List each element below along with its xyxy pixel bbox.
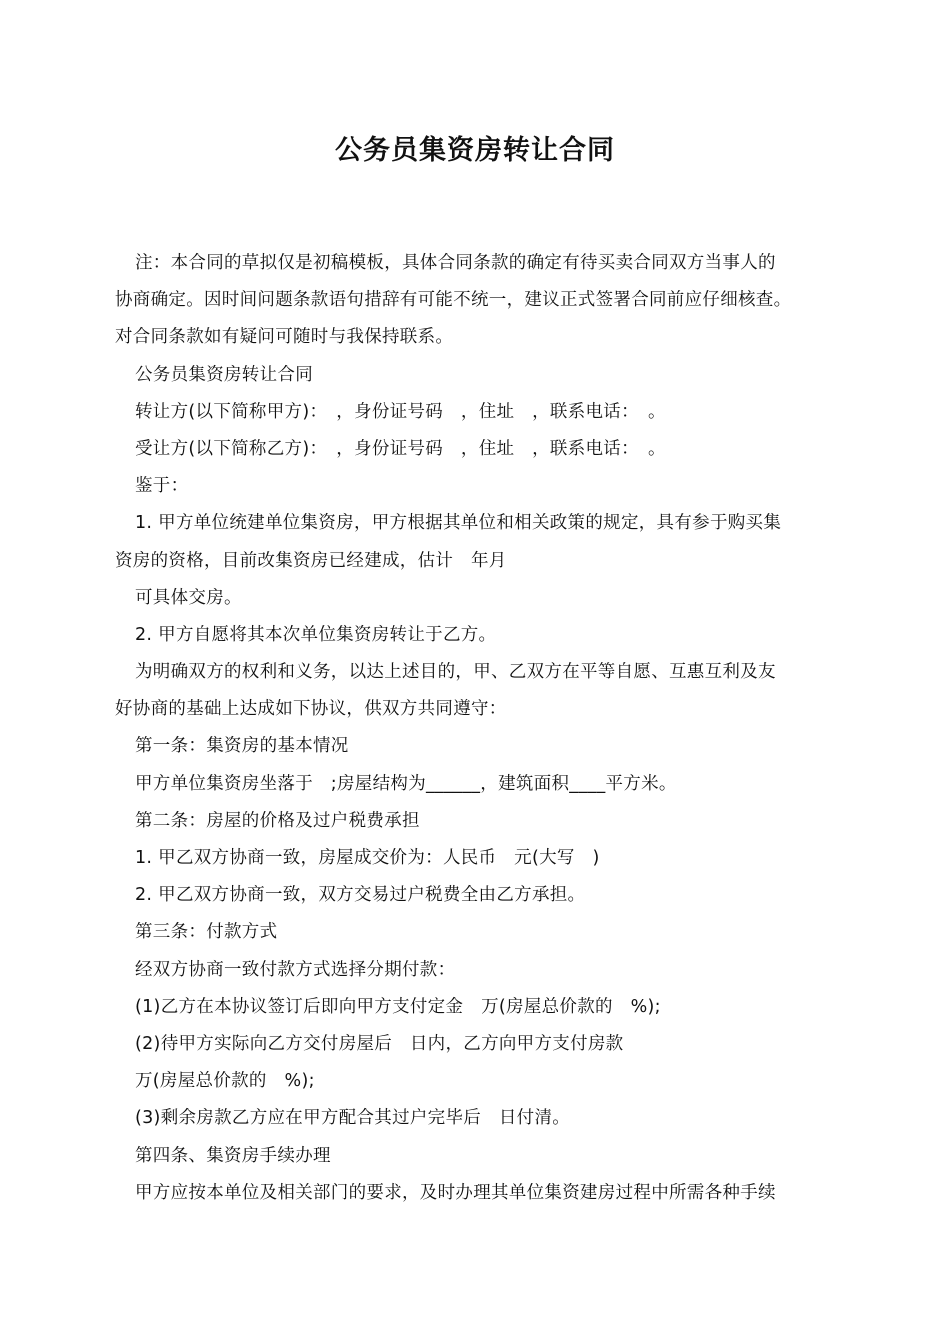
document-line: 2. 甲方自愿将其本次单位集资房转让于乙方。 xyxy=(135,624,497,645)
document-line: 好协商的基础上达成如下协议，供双方共同遵守： xyxy=(115,699,507,720)
document-line: 资房的资格，目前改集资房已经建成，估计 年月 xyxy=(115,550,507,571)
document-line: (1)乙方在本协议签订后即向甲方支付定金 万(房屋总价款的 %); xyxy=(135,996,661,1017)
document-line: (3)剩余房款乙方应在甲方配合其过户完毕后 日付清。 xyxy=(135,1108,571,1129)
document-body xyxy=(115,245,840,1212)
document-line: 甲方应按本单位及相关部门的要求，及时办理其单位集资建房过程中所需各种手续 xyxy=(135,1182,776,1203)
document-line: 对合同条款如有疑问可随时与我保持联系。 xyxy=(115,327,454,348)
document-line: 协商确定。因时间问题条款语句措辞有可能不统一，建议正式签署合同前应仔细核查。 xyxy=(115,290,792,311)
document-line: 2. 甲乙双方协商一致，双方交易过户税费全由乙方承担。 xyxy=(135,885,586,906)
document-line: 1. 甲方单位统建单位集资房，甲方根据其单位和相关政策的规定，具有参于购买集 xyxy=(135,513,782,534)
document-line: (2)待甲方实际向乙方交付房屋后 日内，乙方向甲方支付房款 xyxy=(135,1033,624,1054)
document-line: 可具体交房。 xyxy=(135,587,242,608)
document-line: 1. 甲乙双方协商一致，房屋成交价为：人民币 元(大写 ) xyxy=(135,848,600,868)
document-line: 经双方协商一致付款方式选择分期付款： xyxy=(135,959,456,980)
document-title: 公务员集资房转让合同 xyxy=(335,135,615,166)
document-line: 第四条、集资房手续办理 xyxy=(135,1145,331,1166)
document-line: 甲方单位集资房坐落于 ;房屋结构为______，建筑面积____平方米。 xyxy=(135,773,677,794)
document-line: 为明确双方的权利和义务，以达上述目的，甲、乙双方在平等自愿、互惠互利及友 xyxy=(135,662,776,683)
document-line: 受让方(以下简称乙方)： ，身份证号码 ，住址 ，联系电话： 。 xyxy=(135,438,666,459)
document-line: 注：本合同的草拟仅是初稿模板，具体合同条款的确定有待买卖合同双方当事人的 xyxy=(135,253,776,273)
document-line: 万(房屋总价款的 %); xyxy=(135,1071,315,1092)
document-line: 第三条：付款方式 xyxy=(135,922,278,943)
document-line: 鉴于： xyxy=(135,476,189,497)
document-line: 转让方(以下简称甲方)： ，身份证号码 ，住址 ，联系电话： 。 xyxy=(135,401,666,422)
document-line: 公务员集资房转让合同 xyxy=(135,364,313,385)
document-line: 第一条：集资房的基本情况 xyxy=(135,736,349,757)
document-line: 第二条：房屋的价格及过户税费承担 xyxy=(135,810,420,831)
